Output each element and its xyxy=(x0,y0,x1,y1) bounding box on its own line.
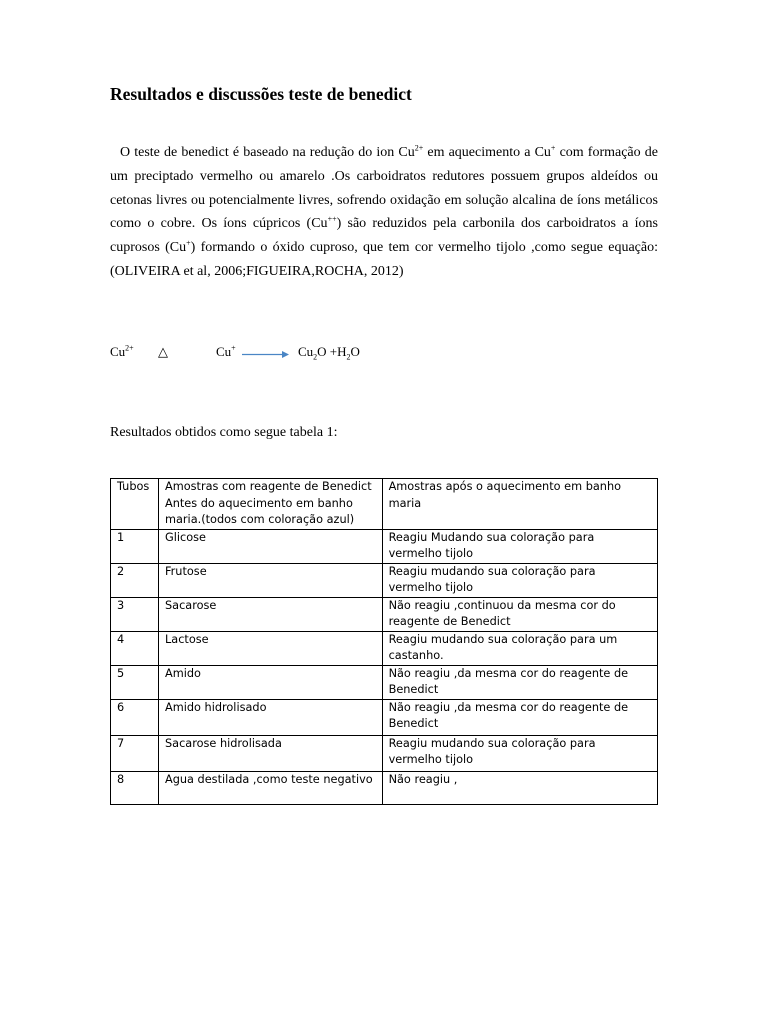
table-row xyxy=(111,735,658,771)
table-cell-tube: 2 xyxy=(111,563,159,597)
page-title: Resultados e discussões teste de benedict xyxy=(110,84,412,104)
table-cell-result: Não reagiu , xyxy=(382,771,657,804)
table-cell-tube: 3 xyxy=(111,597,159,631)
table-cell-tube: 7 xyxy=(111,735,159,771)
table-cell-sample: Frutose xyxy=(158,563,382,597)
equation-product: $Cu_2O +H_2O$ xyxy=(298,344,360,362)
header-cell-after: Amostras após o aquecimento em banho maria xyxy=(382,479,657,530)
paragraph-line: cuprosos (Cu+) formando o óxido cuproso, que tem cor vermelho tijolo ,como segue equação: xyxy=(110,238,658,256)
table-row xyxy=(111,665,658,699)
table-cell-tube: 1 xyxy=(111,529,159,563)
equation-intermediate: Cu+ xyxy=(216,343,236,359)
table-row xyxy=(111,771,658,804)
table-cell-result: Reagiu mudando sua coloração para um castanho. xyxy=(382,631,657,665)
results-table xyxy=(110,478,658,805)
table-cell-tube: 6 xyxy=(111,699,159,735)
table-cell-result: Reagiu mudando sua coloração para vermelho tijolo xyxy=(382,735,657,771)
paragraph-line: cetonas livres ou potencialmente livres, sofrendo oxidação em solução alcalina de íons metálicos xyxy=(110,192,658,208)
table-cell-result: Não reagiu ,da mesma cor do reagente de Benedict xyxy=(382,665,657,699)
table-row xyxy=(111,699,658,735)
table-cell-sample: Agua destilada ,como teste negativo xyxy=(158,771,382,804)
paragraph-line: (OLIVEIRA et al, 2006;FIGUEIRA,ROCHA, 2012) xyxy=(110,263,404,279)
table-row xyxy=(111,529,658,563)
table-row xyxy=(111,563,658,597)
table-cell-sample: Glicose xyxy=(158,529,382,563)
table-cell-sample: Sacarose hidrolisada xyxy=(158,735,382,771)
header-cell-before: Amostras com reagente de Benedict Antes do aquecimento em banho maria.(todos com coloração azul) xyxy=(158,479,382,530)
table-row xyxy=(111,631,658,665)
equation-reactant: $Cu^{2+}$ xyxy=(110,343,134,359)
paragraph-line: um preciptado vermelho ou amarelo .Os carboidratos redutores possuem grupos aldeídos ou xyxy=(110,168,658,184)
table-cell-result: Não reagiu ,continuou da mesma cor do reagente de Benedict xyxy=(382,597,657,631)
table-cell-tube: 8 xyxy=(111,771,159,804)
table-cell-result: Reagiu mudando sua coloração para vermelho tijolo xyxy=(382,563,657,597)
table-row xyxy=(111,597,658,631)
table-cell-sample: Lactose xyxy=(158,631,382,665)
table-cell-sample: Amido xyxy=(158,665,382,699)
table-cell-tube: 5 xyxy=(111,665,159,699)
heat-symbol-icon: △ xyxy=(158,344,168,359)
table-cell-sample: Sacarose xyxy=(158,597,382,631)
table-cell-sample: Amido hidrolisado xyxy=(158,699,382,735)
intro-paragraph xyxy=(110,141,658,284)
paragraph-line: como o cobre. Os íons cúpricos (Cu++) são reduzidos pela carbonila dos carboidratos a íons xyxy=(110,214,658,232)
paragraph-line: O teste de benedict é baseado na redução do ion $Cu^{2+}$ em aquecimento a Cu+ com formação de xyxy=(120,143,658,160)
table-cell-result: Reagiu Mudando sua coloração para vermelho tijolo xyxy=(382,529,657,563)
results-label: Resultados obtidos como segue tabela 1: xyxy=(110,425,338,440)
reaction-arrow-icon xyxy=(242,348,290,360)
table-cell-tube: 4 xyxy=(111,631,159,665)
header-cell-tubes: Tubos xyxy=(111,479,159,530)
table-header-row xyxy=(111,479,658,530)
table-cell-result: Não reagiu ,da mesma cor do reagente de Benedict xyxy=(382,699,657,735)
